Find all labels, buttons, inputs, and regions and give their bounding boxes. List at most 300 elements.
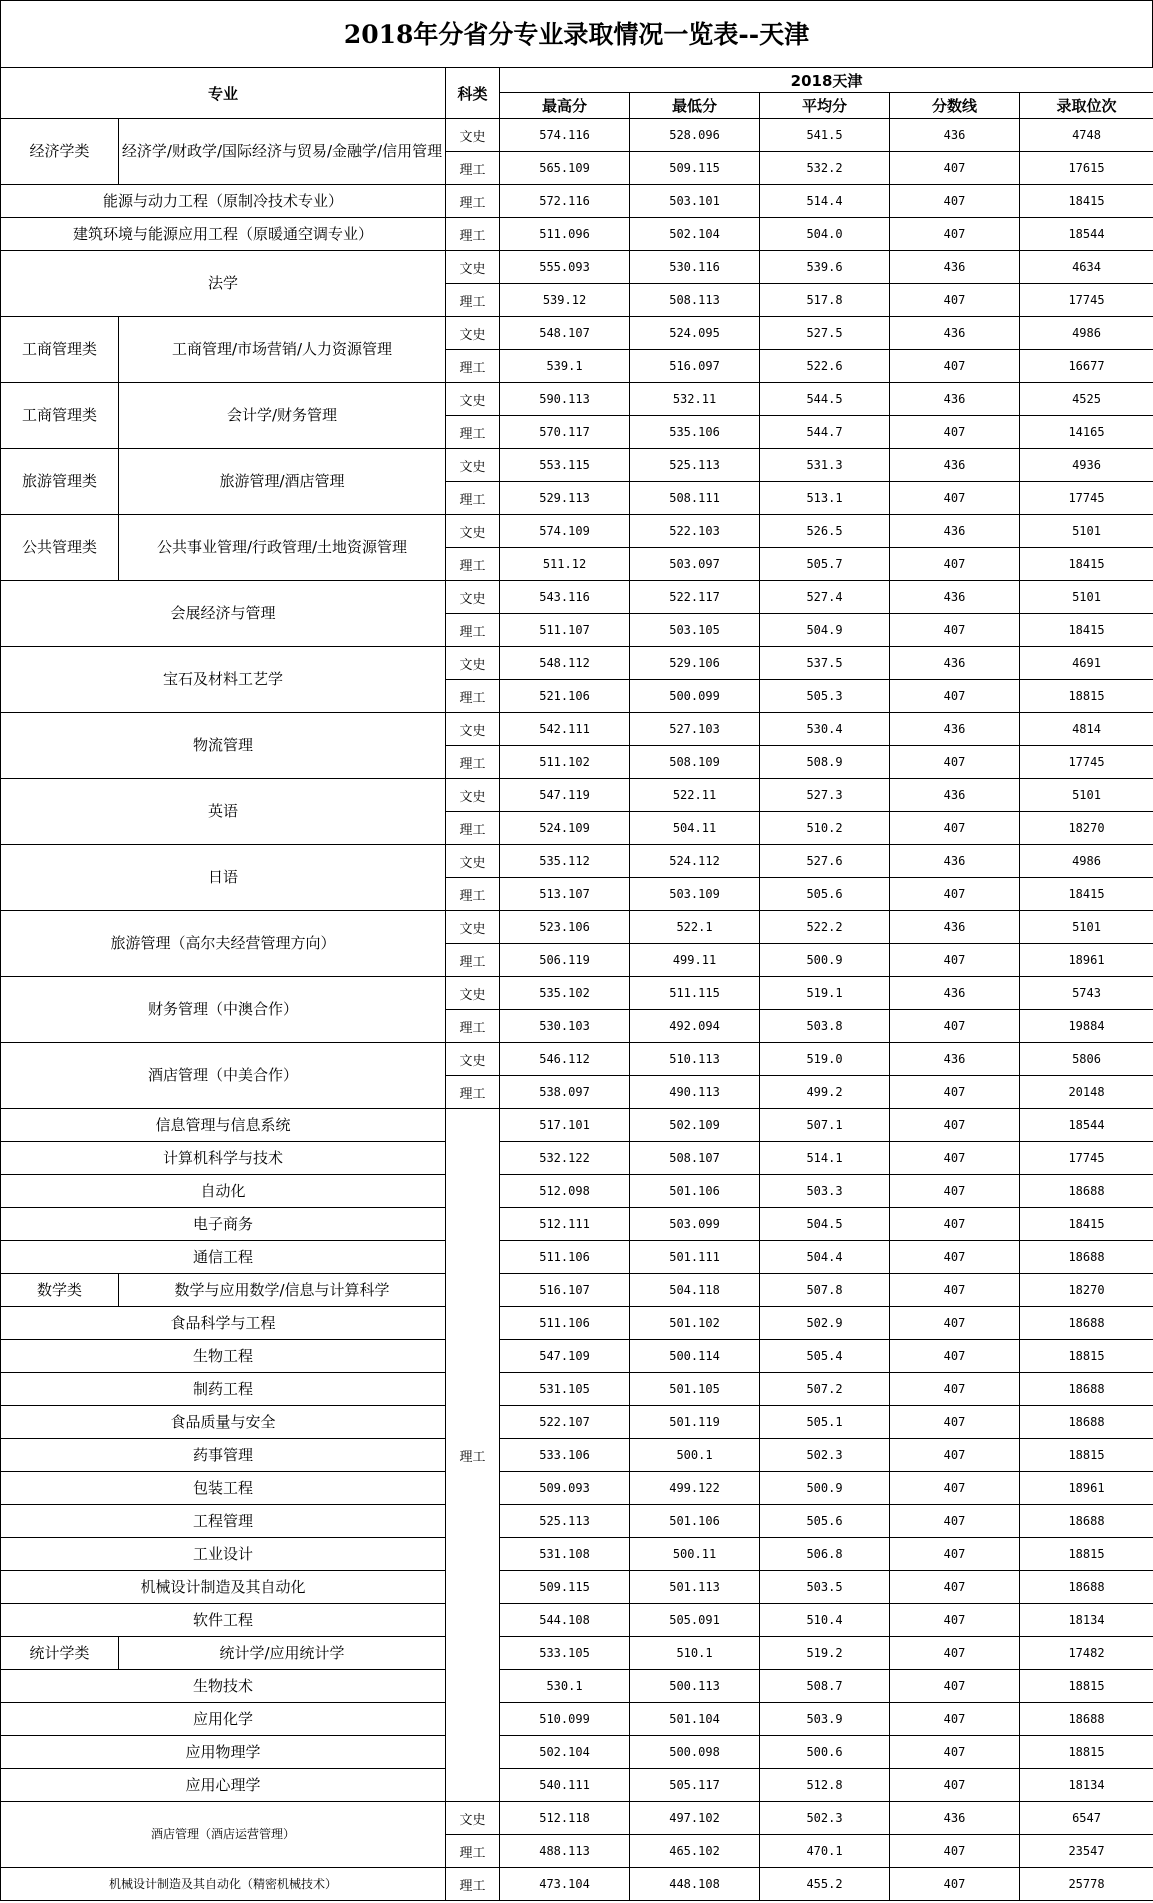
avg-score-cell: 505.1 bbox=[760, 1406, 890, 1439]
max-score-cell: 574.116 bbox=[500, 119, 630, 152]
kelei-cell: 理工 bbox=[446, 944, 500, 977]
max-score-cell: 502.104 bbox=[500, 1736, 630, 1769]
avg-score-cell: 522.6 bbox=[760, 350, 890, 383]
avg-score-cell: 544.5 bbox=[760, 383, 890, 416]
cutoff-cell: 407 bbox=[890, 1241, 1020, 1274]
category-cell: 旅游管理类 bbox=[1, 449, 119, 515]
avg-score-cell: 505.7 bbox=[760, 548, 890, 581]
kelei-cell: 理工 bbox=[446, 1109, 500, 1802]
rank-cell: 18134 bbox=[1020, 1604, 1153, 1637]
kelei-cell: 理工 bbox=[446, 1076, 500, 1109]
max-score-cell: 547.119 bbox=[500, 779, 630, 812]
min-score-cell: 497.102 bbox=[630, 1802, 760, 1835]
rank-cell: 14165 bbox=[1020, 416, 1153, 449]
max-score-cell: 539.1 bbox=[500, 350, 630, 383]
category-cell: 工商管理类 bbox=[1, 383, 119, 449]
min-score-cell: 505.117 bbox=[630, 1769, 760, 1802]
major-cell: 物流管理 bbox=[1, 713, 446, 779]
min-score-cell: 516.097 bbox=[630, 350, 760, 383]
max-score-cell: 590.113 bbox=[500, 383, 630, 416]
rank-cell: 4936 bbox=[1020, 449, 1153, 482]
header-major: 专业 bbox=[1, 68, 446, 119]
avg-score-cell: 514.4 bbox=[760, 185, 890, 218]
major-cell: 财务管理（中澳合作） bbox=[1, 977, 446, 1043]
max-score-cell: 521.106 bbox=[500, 680, 630, 713]
kelei-cell: 文史 bbox=[446, 119, 500, 152]
cutoff-cell: 407 bbox=[890, 482, 1020, 515]
min-score-cell: 501.105 bbox=[630, 1373, 760, 1406]
cutoff-cell: 407 bbox=[890, 944, 1020, 977]
rank-cell: 18688 bbox=[1020, 1241, 1153, 1274]
rank-cell: 4691 bbox=[1020, 647, 1153, 680]
min-score-cell: 501.119 bbox=[630, 1406, 760, 1439]
major-cell: 信息管理与信息系统 bbox=[1, 1109, 446, 1142]
min-score-cell: 522.103 bbox=[630, 515, 760, 548]
cutoff-cell: 407 bbox=[890, 1703, 1020, 1736]
avg-score-cell: 530.4 bbox=[760, 713, 890, 746]
min-score-cell: 524.112 bbox=[630, 845, 760, 878]
page-title: 2018年分省分专业录取情况一览表--天津 bbox=[0, 0, 1153, 67]
kelei-cell: 理工 bbox=[446, 350, 500, 383]
rank-cell: 6547 bbox=[1020, 1802, 1153, 1835]
major-cell: 数学与应用数学/信息与计算科学 bbox=[119, 1274, 446, 1307]
avg-score-cell: 500.6 bbox=[760, 1736, 890, 1769]
cutoff-cell: 407 bbox=[890, 1373, 1020, 1406]
max-score-cell: 572.116 bbox=[500, 185, 630, 218]
header-kelei: 科类 bbox=[446, 68, 500, 119]
table-row bbox=[1, 383, 1153, 416]
cutoff-cell: 436 bbox=[890, 119, 1020, 152]
major-cell: 会计学/财务管理 bbox=[119, 383, 446, 449]
category-cell: 统计学类 bbox=[1, 1637, 119, 1670]
avg-score-cell: 527.4 bbox=[760, 581, 890, 614]
kelei-cell: 文史 bbox=[446, 845, 500, 878]
max-score-cell: 488.113 bbox=[500, 1835, 630, 1868]
avg-score-cell: 505.6 bbox=[760, 1505, 890, 1538]
table-row bbox=[1, 581, 1153, 614]
rank-cell: 18688 bbox=[1020, 1175, 1153, 1208]
min-score-cell: 500.114 bbox=[630, 1340, 760, 1373]
rank-cell: 18815 bbox=[1020, 1439, 1153, 1472]
min-score-cell: 502.109 bbox=[630, 1109, 760, 1142]
avg-score-cell: 502.3 bbox=[760, 1802, 890, 1835]
major-cell: 应用物理学 bbox=[1, 1736, 446, 1769]
max-score-cell: 517.101 bbox=[500, 1109, 630, 1142]
rank-cell: 18961 bbox=[1020, 944, 1153, 977]
rank-cell: 17745 bbox=[1020, 1142, 1153, 1175]
max-score-cell: 565.109 bbox=[500, 152, 630, 185]
min-score-cell: 530.116 bbox=[630, 251, 760, 284]
rank-cell: 18134 bbox=[1020, 1769, 1153, 1802]
cutoff-cell: 436 bbox=[890, 1802, 1020, 1835]
max-score-cell: 509.115 bbox=[500, 1571, 630, 1604]
rank-cell: 18688 bbox=[1020, 1505, 1153, 1538]
cutoff-cell: 407 bbox=[890, 416, 1020, 449]
min-score-cell: 522.117 bbox=[630, 581, 760, 614]
major-cell: 包装工程 bbox=[1, 1472, 446, 1505]
major-cell: 药事管理 bbox=[1, 1439, 446, 1472]
rank-cell: 18270 bbox=[1020, 812, 1153, 845]
table-row bbox=[1, 1373, 1153, 1406]
max-score-cell: 570.117 bbox=[500, 416, 630, 449]
table-row bbox=[1, 515, 1153, 548]
table-row bbox=[1, 1670, 1153, 1703]
category-cell: 公共管理类 bbox=[1, 515, 119, 581]
avg-score-cell: 503.5 bbox=[760, 1571, 890, 1604]
avg-score-cell: 526.5 bbox=[760, 515, 890, 548]
avg-score-cell: 505.3 bbox=[760, 680, 890, 713]
min-score-cell: 503.101 bbox=[630, 185, 760, 218]
min-score-cell: 504.11 bbox=[630, 812, 760, 845]
avg-score-cell: 505.6 bbox=[760, 878, 890, 911]
cutoff-cell: 407 bbox=[890, 1010, 1020, 1043]
cutoff-cell: 407 bbox=[890, 1439, 1020, 1472]
min-score-cell: 511.115 bbox=[630, 977, 760, 1010]
table-row bbox=[1, 1175, 1153, 1208]
table-row bbox=[1, 713, 1153, 746]
rank-cell: 18815 bbox=[1020, 1670, 1153, 1703]
table-row bbox=[1, 1703, 1153, 1736]
min-score-cell: 501.106 bbox=[630, 1175, 760, 1208]
cutoff-cell: 407 bbox=[890, 1637, 1020, 1670]
major-cell: 工程管理 bbox=[1, 1505, 446, 1538]
max-score-cell: 524.109 bbox=[500, 812, 630, 845]
kelei-cell: 文史 bbox=[446, 911, 500, 944]
min-score-cell: 502.104 bbox=[630, 218, 760, 251]
avg-score-cell: 522.2 bbox=[760, 911, 890, 944]
table-row bbox=[1, 647, 1153, 680]
max-score-cell: 531.108 bbox=[500, 1538, 630, 1571]
major-cell: 食品科学与工程 bbox=[1, 1307, 446, 1340]
max-score-cell: 532.122 bbox=[500, 1142, 630, 1175]
rank-cell: 18688 bbox=[1020, 1571, 1153, 1604]
rank-cell: 5101 bbox=[1020, 779, 1153, 812]
rank-cell: 17615 bbox=[1020, 152, 1153, 185]
min-score-cell: 503.105 bbox=[630, 614, 760, 647]
avg-score-cell: 455.2 bbox=[760, 1868, 890, 1901]
major-cell: 生物工程 bbox=[1, 1340, 446, 1373]
min-score-cell: 529.106 bbox=[630, 647, 760, 680]
cutoff-cell: 436 bbox=[890, 383, 1020, 416]
major-cell: 计算机科学与技术 bbox=[1, 1142, 446, 1175]
min-score-cell: 500.1 bbox=[630, 1439, 760, 1472]
kelei-cell: 文史 bbox=[446, 779, 500, 812]
kelei-cell: 文史 bbox=[446, 581, 500, 614]
max-score-cell: 512.111 bbox=[500, 1208, 630, 1241]
avg-score-cell: 527.6 bbox=[760, 845, 890, 878]
cutoff-cell: 407 bbox=[890, 1505, 1020, 1538]
category-cell: 数学类 bbox=[1, 1274, 119, 1307]
kelei-cell: 理工 bbox=[446, 746, 500, 779]
max-score-cell: 555.093 bbox=[500, 251, 630, 284]
rank-cell: 18815 bbox=[1020, 1340, 1153, 1373]
major-cell: 应用化学 bbox=[1, 1703, 446, 1736]
cutoff-cell: 407 bbox=[890, 1340, 1020, 1373]
min-score-cell: 500.11 bbox=[630, 1538, 760, 1571]
min-score-cell: 503.097 bbox=[630, 548, 760, 581]
table-row bbox=[1, 1571, 1153, 1604]
max-score-cell: 513.107 bbox=[500, 878, 630, 911]
min-score-cell: 508.113 bbox=[630, 284, 760, 317]
cutoff-cell: 407 bbox=[890, 746, 1020, 779]
max-score-cell: 530.1 bbox=[500, 1670, 630, 1703]
kelei-cell: 理工 bbox=[446, 1010, 500, 1043]
rank-cell: 17745 bbox=[1020, 746, 1153, 779]
avg-score-cell: 510.4 bbox=[760, 1604, 890, 1637]
min-score-cell: 501.104 bbox=[630, 1703, 760, 1736]
rank-cell: 18688 bbox=[1020, 1406, 1153, 1439]
avg-score-cell: 544.7 bbox=[760, 416, 890, 449]
min-score-cell: 510.1 bbox=[630, 1637, 760, 1670]
major-cell: 工业设计 bbox=[1, 1538, 446, 1571]
major-cell: 旅游管理/酒店管理 bbox=[119, 449, 446, 515]
kelei-cell: 理工 bbox=[446, 482, 500, 515]
major-cell: 通信工程 bbox=[1, 1241, 446, 1274]
major-cell: 旅游管理（高尔夫经营管理方向） bbox=[1, 911, 446, 977]
max-score-cell: 512.098 bbox=[500, 1175, 630, 1208]
cutoff-cell: 407 bbox=[890, 614, 1020, 647]
kelei-cell: 理工 bbox=[446, 152, 500, 185]
kelei-cell: 文史 bbox=[446, 383, 500, 416]
cutoff-cell: 407 bbox=[890, 1142, 1020, 1175]
header-cutoff: 分数线 bbox=[890, 93, 1020, 119]
kelei-cell: 文史 bbox=[446, 713, 500, 746]
avg-score-cell: 502.9 bbox=[760, 1307, 890, 1340]
kelei-cell: 文史 bbox=[446, 317, 500, 350]
category-cell: 经济学类 bbox=[1, 119, 119, 185]
min-score-cell: 499.11 bbox=[630, 944, 760, 977]
major-cell: 日语 bbox=[1, 845, 446, 911]
rank-cell: 17482 bbox=[1020, 1637, 1153, 1670]
kelei-cell: 理工 bbox=[446, 548, 500, 581]
kelei-cell: 文史 bbox=[446, 1802, 500, 1835]
table-row bbox=[1, 1736, 1153, 1769]
cutoff-cell: 407 bbox=[890, 1604, 1020, 1637]
table-row bbox=[1, 1637, 1153, 1670]
rank-cell: 18415 bbox=[1020, 878, 1153, 911]
avg-score-cell: 470.1 bbox=[760, 1835, 890, 1868]
avg-score-cell: 532.2 bbox=[760, 152, 890, 185]
admission-table bbox=[0, 67, 1153, 1901]
kelei-cell: 理工 bbox=[446, 878, 500, 911]
min-score-cell: 535.106 bbox=[630, 416, 760, 449]
rank-cell: 5101 bbox=[1020, 515, 1153, 548]
table-row bbox=[1, 1241, 1153, 1274]
avg-score-cell: 503.9 bbox=[760, 1703, 890, 1736]
avg-score-cell: 504.4 bbox=[760, 1241, 890, 1274]
min-score-cell: 501.113 bbox=[630, 1571, 760, 1604]
table-row bbox=[1, 1406, 1153, 1439]
avg-score-cell: 514.1 bbox=[760, 1142, 890, 1175]
max-score-cell: 539.12 bbox=[500, 284, 630, 317]
min-score-cell: 501.106 bbox=[630, 1505, 760, 1538]
min-score-cell: 505.091 bbox=[630, 1604, 760, 1637]
max-score-cell: 547.109 bbox=[500, 1340, 630, 1373]
header-min-score: 最低分 bbox=[630, 93, 760, 119]
min-score-cell: 522.1 bbox=[630, 911, 760, 944]
avg-score-cell: 531.3 bbox=[760, 449, 890, 482]
rank-cell: 18415 bbox=[1020, 185, 1153, 218]
major-cell: 会展经济与管理 bbox=[1, 581, 446, 647]
max-score-cell: 511.107 bbox=[500, 614, 630, 647]
rank-cell: 5743 bbox=[1020, 977, 1153, 1010]
avg-score-cell: 517.8 bbox=[760, 284, 890, 317]
major-cell: 建筑环境与能源应用工程（原暖通空调专业） bbox=[1, 218, 446, 251]
min-score-cell: 500.098 bbox=[630, 1736, 760, 1769]
rank-cell: 18415 bbox=[1020, 548, 1153, 581]
rank-cell: 23547 bbox=[1020, 1835, 1153, 1868]
rank-cell: 18415 bbox=[1020, 614, 1153, 647]
table-row bbox=[1, 1307, 1153, 1340]
table-row bbox=[1, 317, 1153, 350]
min-score-cell: 508.107 bbox=[630, 1142, 760, 1175]
avg-score-cell: 537.5 bbox=[760, 647, 890, 680]
max-score-cell: 473.104 bbox=[500, 1868, 630, 1901]
cutoff-cell: 436 bbox=[890, 515, 1020, 548]
max-score-cell: 510.099 bbox=[500, 1703, 630, 1736]
cutoff-cell: 407 bbox=[890, 1868, 1020, 1901]
min-score-cell: 465.102 bbox=[630, 1835, 760, 1868]
major-cell: 电子商务 bbox=[1, 1208, 446, 1241]
cutoff-cell: 407 bbox=[890, 1538, 1020, 1571]
max-score-cell: 548.112 bbox=[500, 647, 630, 680]
avg-score-cell: 500.9 bbox=[760, 1472, 890, 1505]
table-row bbox=[1, 1538, 1153, 1571]
max-score-cell: 553.115 bbox=[500, 449, 630, 482]
cutoff-cell: 436 bbox=[890, 317, 1020, 350]
table-row bbox=[1, 977, 1153, 1010]
avg-score-cell: 507.8 bbox=[760, 1274, 890, 1307]
cutoff-cell: 407 bbox=[890, 218, 1020, 251]
avg-score-cell: 504.0 bbox=[760, 218, 890, 251]
cutoff-cell: 436 bbox=[890, 251, 1020, 284]
major-cell: 酒店管理（酒店运营管理） bbox=[1, 1802, 446, 1868]
kelei-cell: 文史 bbox=[446, 1043, 500, 1076]
avg-score-cell: 508.9 bbox=[760, 746, 890, 779]
table-row bbox=[1, 1340, 1153, 1373]
max-score-cell: 522.107 bbox=[500, 1406, 630, 1439]
max-score-cell: 511.106 bbox=[500, 1241, 630, 1274]
cutoff-cell: 407 bbox=[890, 152, 1020, 185]
cutoff-cell: 436 bbox=[890, 713, 1020, 746]
max-score-cell: 533.105 bbox=[500, 1637, 630, 1670]
max-score-cell: 512.118 bbox=[500, 1802, 630, 1835]
avg-score-cell: 519.1 bbox=[760, 977, 890, 1010]
min-score-cell: 504.118 bbox=[630, 1274, 760, 1307]
table-row bbox=[1, 1472, 1153, 1505]
rank-cell: 19884 bbox=[1020, 1010, 1153, 1043]
rank-cell: 18815 bbox=[1020, 680, 1153, 713]
rank-cell: 4986 bbox=[1020, 845, 1153, 878]
table-row bbox=[1, 1868, 1153, 1901]
avg-score-cell: 504.9 bbox=[760, 614, 890, 647]
avg-score-cell: 506.8 bbox=[760, 1538, 890, 1571]
rank-cell: 4748 bbox=[1020, 119, 1153, 152]
major-cell: 制药工程 bbox=[1, 1373, 446, 1406]
cutoff-cell: 407 bbox=[890, 1274, 1020, 1307]
table-row bbox=[1, 1505, 1153, 1538]
category-cell: 工商管理类 bbox=[1, 317, 119, 383]
rank-cell: 16677 bbox=[1020, 350, 1153, 383]
cutoff-cell: 407 bbox=[890, 1472, 1020, 1505]
kelei-cell: 理工 bbox=[446, 1868, 500, 1901]
min-score-cell: 448.108 bbox=[630, 1868, 760, 1901]
table-row bbox=[1, 1802, 1153, 1835]
rank-cell: 18688 bbox=[1020, 1307, 1153, 1340]
avg-score-cell: 507.2 bbox=[760, 1373, 890, 1406]
rank-cell: 4814 bbox=[1020, 713, 1153, 746]
major-cell: 自动化 bbox=[1, 1175, 446, 1208]
rank-cell: 5101 bbox=[1020, 911, 1153, 944]
max-score-cell: 531.105 bbox=[500, 1373, 630, 1406]
cutoff-cell: 407 bbox=[890, 1571, 1020, 1604]
rank-cell: 18270 bbox=[1020, 1274, 1153, 1307]
cutoff-cell: 407 bbox=[890, 1769, 1020, 1802]
max-score-cell: 525.113 bbox=[500, 1505, 630, 1538]
table-row bbox=[1, 218, 1153, 251]
avg-score-cell: 519.0 bbox=[760, 1043, 890, 1076]
min-score-cell: 503.109 bbox=[630, 878, 760, 911]
max-score-cell: 511.106 bbox=[500, 1307, 630, 1340]
avg-score-cell: 510.2 bbox=[760, 812, 890, 845]
avg-score-cell: 502.3 bbox=[760, 1439, 890, 1472]
avg-score-cell: 507.1 bbox=[760, 1109, 890, 1142]
major-cell: 生物技术 bbox=[1, 1670, 446, 1703]
cutoff-cell: 407 bbox=[890, 680, 1020, 713]
major-cell: 软件工程 bbox=[1, 1604, 446, 1637]
cutoff-cell: 407 bbox=[890, 812, 1020, 845]
avg-score-cell: 503.3 bbox=[760, 1175, 890, 1208]
kelei-cell: 文史 bbox=[446, 515, 500, 548]
kelei-cell: 理工 bbox=[446, 812, 500, 845]
rank-cell: 4986 bbox=[1020, 317, 1153, 350]
max-score-cell: 548.107 bbox=[500, 317, 630, 350]
major-cell: 能源与动力工程（原制冷技术专业） bbox=[1, 185, 446, 218]
major-cell: 英语 bbox=[1, 779, 446, 845]
kelei-cell: 理工 bbox=[446, 680, 500, 713]
max-score-cell: 538.097 bbox=[500, 1076, 630, 1109]
major-cell: 工商管理/市场营销/人力资源管理 bbox=[119, 317, 446, 383]
rank-cell: 18688 bbox=[1020, 1703, 1153, 1736]
cutoff-cell: 436 bbox=[890, 449, 1020, 482]
min-score-cell: 522.11 bbox=[630, 779, 760, 812]
kelei-cell: 文史 bbox=[446, 647, 500, 680]
min-score-cell: 500.099 bbox=[630, 680, 760, 713]
table-row bbox=[1, 449, 1153, 482]
major-cell: 经济学/财政学/国际经济与贸易/金融学/信用管理 bbox=[119, 119, 446, 185]
cutoff-cell: 407 bbox=[890, 1835, 1020, 1868]
min-score-cell: 509.115 bbox=[630, 152, 760, 185]
table-row bbox=[1, 119, 1153, 152]
rank-cell: 18815 bbox=[1020, 1736, 1153, 1769]
header-region: 2018天津 bbox=[500, 68, 1153, 93]
min-score-cell: 524.095 bbox=[630, 317, 760, 350]
kelei-cell: 理工 bbox=[446, 185, 500, 218]
min-score-cell: 500.113 bbox=[630, 1670, 760, 1703]
min-score-cell: 490.113 bbox=[630, 1076, 760, 1109]
cutoff-cell: 407 bbox=[890, 1175, 1020, 1208]
avg-score-cell: 512.8 bbox=[760, 1769, 890, 1802]
major-cell: 酒店管理（中美合作） bbox=[1, 1043, 446, 1109]
cutoff-cell: 407 bbox=[890, 1076, 1020, 1109]
table-row bbox=[1, 251, 1153, 284]
rank-cell: 18688 bbox=[1020, 1373, 1153, 1406]
kelei-cell: 理工 bbox=[446, 614, 500, 647]
cutoff-cell: 407 bbox=[890, 1208, 1020, 1241]
kelei-cell: 理工 bbox=[446, 416, 500, 449]
cutoff-cell: 436 bbox=[890, 977, 1020, 1010]
max-score-cell: 535.102 bbox=[500, 977, 630, 1010]
